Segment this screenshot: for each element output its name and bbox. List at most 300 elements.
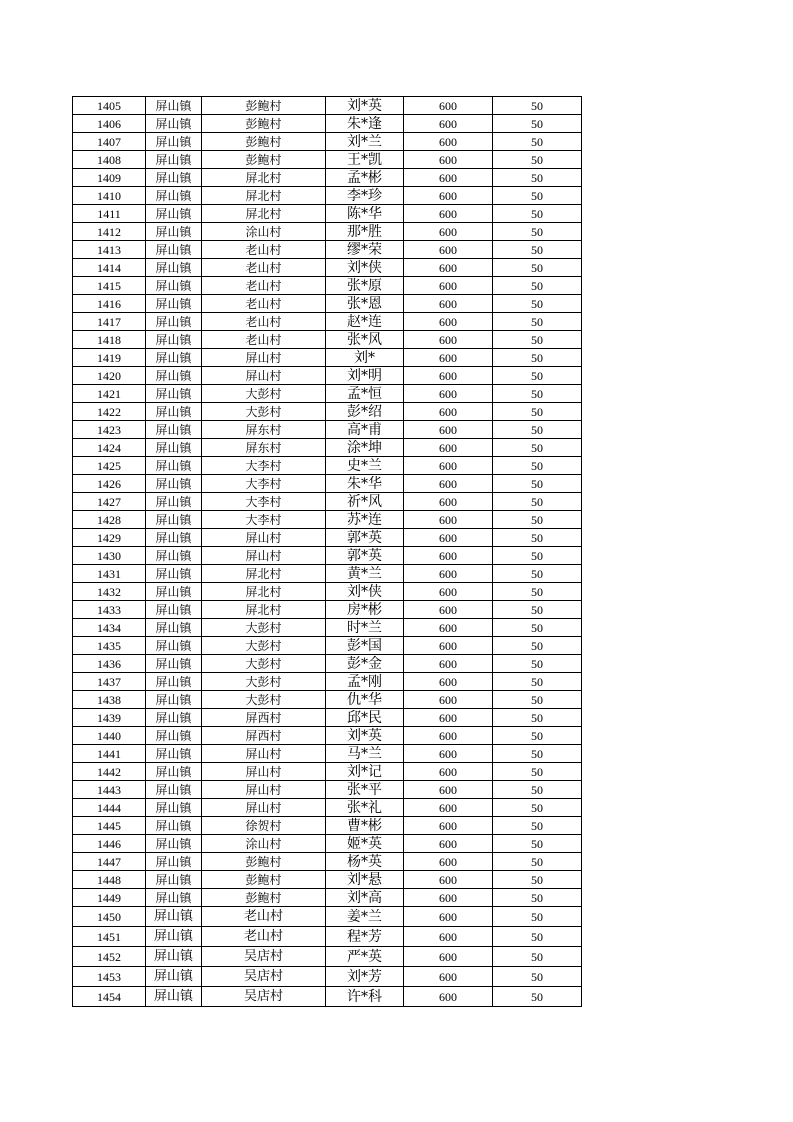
row-number-cell: 1423 [73, 421, 146, 439]
subsidy-cell: 50 [493, 727, 582, 745]
name-cell: 郭*英 [326, 547, 404, 565]
town-cell: 屏山镇 [146, 133, 202, 151]
town-cell: 屏山镇 [146, 97, 202, 115]
village-cell: 屏山村 [202, 745, 326, 763]
subsidy-cell: 50 [493, 277, 582, 295]
name-cell: 邱*民 [326, 709, 404, 727]
village-cell: 屏山村 [202, 781, 326, 799]
amount-cell: 600 [404, 799, 493, 817]
village-cell: 屏山村 [202, 547, 326, 565]
row-number-cell: 1406 [73, 115, 146, 133]
amount-cell: 600 [404, 313, 493, 331]
amount-cell: 600 [404, 583, 493, 601]
amount-cell: 600 [404, 987, 493, 1007]
table-row [73, 277, 582, 295]
amount-cell: 600 [404, 349, 493, 367]
subsidy-cell: 50 [493, 367, 582, 385]
village-cell: 屏北村 [202, 601, 326, 619]
name-cell: 祈*风 [326, 493, 404, 511]
town-cell: 屏山镇 [146, 799, 202, 817]
subsidy-cell: 50 [493, 223, 582, 241]
table-row [73, 511, 582, 529]
row-number-cell: 1436 [73, 655, 146, 673]
town-cell: 屏山镇 [146, 277, 202, 295]
name-cell: 杨*英 [326, 853, 404, 871]
table-row [73, 169, 582, 187]
table-row [73, 709, 582, 727]
town-cell: 屏山镇 [146, 493, 202, 511]
table-row [73, 385, 582, 403]
table-row [73, 853, 582, 871]
amount-cell: 600 [404, 421, 493, 439]
town-cell: 屏山镇 [146, 241, 202, 259]
table-row [73, 947, 582, 967]
village-cell: 老山村 [202, 241, 326, 259]
amount-cell: 600 [404, 967, 493, 987]
row-number-cell: 1408 [73, 151, 146, 169]
subsidy-cell: 50 [493, 241, 582, 259]
amount-cell: 600 [404, 259, 493, 277]
village-cell: 屏北村 [202, 583, 326, 601]
name-cell: 张*礼 [326, 799, 404, 817]
subsidy-cell: 50 [493, 151, 582, 169]
amount-cell: 600 [404, 745, 493, 763]
amount-cell: 600 [404, 223, 493, 241]
village-cell: 大李村 [202, 475, 326, 493]
amount-cell: 600 [404, 763, 493, 781]
subsidy-cell: 50 [493, 817, 582, 835]
town-cell: 屏山镇 [146, 565, 202, 583]
table-row [73, 133, 582, 151]
town-cell: 屏山镇 [146, 169, 202, 187]
subsidy-cell: 50 [493, 547, 582, 565]
subsidy-cell: 50 [493, 115, 582, 133]
village-cell: 老山村 [202, 927, 326, 947]
town-cell: 屏山镇 [146, 637, 202, 655]
subsidy-cell: 50 [493, 205, 582, 223]
name-cell: 刘*记 [326, 763, 404, 781]
name-cell: 刘*侠 [326, 583, 404, 601]
village-cell: 老山村 [202, 907, 326, 927]
amount-cell: 600 [404, 871, 493, 889]
row-number-cell: 1426 [73, 475, 146, 493]
row-number-cell: 1431 [73, 565, 146, 583]
table-row [73, 367, 582, 385]
row-number-cell: 1454 [73, 987, 146, 1007]
row-number-cell: 1416 [73, 295, 146, 313]
town-cell: 屏山镇 [146, 187, 202, 205]
village-cell: 徐贺村 [202, 817, 326, 835]
row-number-cell: 1451 [73, 927, 146, 947]
subsidy-cell: 50 [493, 313, 582, 331]
village-cell: 老山村 [202, 277, 326, 295]
village-cell: 屏东村 [202, 421, 326, 439]
name-cell: 刘*英 [326, 727, 404, 745]
village-cell: 大李村 [202, 511, 326, 529]
row-number-cell: 1442 [73, 763, 146, 781]
village-cell: 彭鲍村 [202, 871, 326, 889]
amount-cell: 600 [404, 493, 493, 511]
town-cell: 屏山镇 [146, 529, 202, 547]
row-number-cell: 1447 [73, 853, 146, 871]
village-cell: 屏山村 [202, 367, 326, 385]
subsidy-cell: 50 [493, 709, 582, 727]
table-row [73, 457, 582, 475]
row-number-cell: 1411 [73, 205, 146, 223]
name-cell: 仇*华 [326, 691, 404, 709]
town-cell: 屏山镇 [146, 871, 202, 889]
village-cell: 吴店村 [202, 947, 326, 967]
village-cell: 大彭村 [202, 637, 326, 655]
table-row [73, 349, 582, 367]
subsidy-cell: 50 [493, 907, 582, 927]
row-number-cell: 1430 [73, 547, 146, 565]
name-cell: 姬*英 [326, 835, 404, 853]
name-cell: 姜*兰 [326, 907, 404, 927]
row-number-cell: 1421 [73, 385, 146, 403]
row-number-cell: 1405 [73, 97, 146, 115]
town-cell: 屏山镇 [146, 967, 202, 987]
amount-cell: 600 [404, 169, 493, 187]
subsidy-cell: 50 [493, 331, 582, 349]
name-cell: 彭*金 [326, 655, 404, 673]
town-cell: 屏山镇 [146, 781, 202, 799]
subsidy-cell: 50 [493, 927, 582, 947]
roster-table [72, 96, 582, 1007]
name-cell: 朱*华 [326, 475, 404, 493]
table-row [73, 331, 582, 349]
name-cell: 高*甫 [326, 421, 404, 439]
row-number-cell: 1432 [73, 583, 146, 601]
row-number-cell: 1440 [73, 727, 146, 745]
amount-cell: 600 [404, 927, 493, 947]
name-cell: 朱*逢 [326, 115, 404, 133]
village-cell: 吴店村 [202, 987, 326, 1007]
row-number-cell: 1427 [73, 493, 146, 511]
table-row [73, 889, 582, 907]
town-cell: 屏山镇 [146, 927, 202, 947]
table-row [73, 547, 582, 565]
village-cell: 大彭村 [202, 385, 326, 403]
row-number-cell: 1419 [73, 349, 146, 367]
village-cell: 彭鲍村 [202, 133, 326, 151]
table-row [73, 295, 582, 313]
row-number-cell: 1435 [73, 637, 146, 655]
table-row [73, 619, 582, 637]
amount-cell: 600 [404, 601, 493, 619]
village-cell: 大彭村 [202, 691, 326, 709]
amount-cell: 600 [404, 385, 493, 403]
row-number-cell: 1424 [73, 439, 146, 457]
table-row [73, 763, 582, 781]
subsidy-cell: 50 [493, 987, 582, 1007]
town-cell: 屏山镇 [146, 259, 202, 277]
village-cell: 吴店村 [202, 967, 326, 987]
name-cell: 刘*悬 [326, 871, 404, 889]
table-row [73, 403, 582, 421]
row-number-cell: 1444 [73, 799, 146, 817]
amount-cell: 600 [404, 673, 493, 691]
amount-cell: 600 [404, 655, 493, 673]
subsidy-cell: 50 [493, 475, 582, 493]
row-number-cell: 1448 [73, 871, 146, 889]
amount-cell: 600 [404, 241, 493, 259]
amount-cell: 600 [404, 187, 493, 205]
town-cell: 屏山镇 [146, 691, 202, 709]
village-cell: 屏北村 [202, 169, 326, 187]
subsidy-cell: 50 [493, 295, 582, 313]
subsidy-cell: 50 [493, 853, 582, 871]
amount-cell: 600 [404, 367, 493, 385]
subsidy-cell: 50 [493, 565, 582, 583]
town-cell: 屏山镇 [146, 295, 202, 313]
town-cell: 屏山镇 [146, 115, 202, 133]
name-cell: 那*胜 [326, 223, 404, 241]
amount-cell: 600 [404, 295, 493, 313]
amount-cell: 600 [404, 403, 493, 421]
village-cell: 涂山村 [202, 835, 326, 853]
village-cell: 大李村 [202, 493, 326, 511]
town-cell: 屏山镇 [146, 349, 202, 367]
town-cell: 屏山镇 [146, 987, 202, 1007]
village-cell: 屏北村 [202, 205, 326, 223]
name-cell: 缪*荣 [326, 241, 404, 259]
village-cell: 彭鲍村 [202, 151, 326, 169]
subsidy-cell: 50 [493, 439, 582, 457]
subsidy-cell: 50 [493, 583, 582, 601]
row-number-cell: 1417 [73, 313, 146, 331]
amount-cell: 600 [404, 547, 493, 565]
name-cell: 严*英 [326, 947, 404, 967]
amount-cell: 600 [404, 889, 493, 907]
village-cell: 屏西村 [202, 709, 326, 727]
table-row [73, 241, 582, 259]
name-cell: 张*恩 [326, 295, 404, 313]
name-cell: 王*凯 [326, 151, 404, 169]
row-number-cell: 1450 [73, 907, 146, 927]
table-row [73, 151, 582, 169]
village-cell: 屏东村 [202, 439, 326, 457]
row-number-cell: 1449 [73, 889, 146, 907]
name-cell: 孟*刚 [326, 673, 404, 691]
name-cell: 张*原 [326, 277, 404, 295]
table-row [73, 927, 582, 947]
name-cell: 彭*绍 [326, 403, 404, 421]
row-number-cell: 1446 [73, 835, 146, 853]
name-cell: 刘*兰 [326, 133, 404, 151]
village-cell: 涂山村 [202, 223, 326, 241]
name-cell: 刘*英 [326, 97, 404, 115]
row-number-cell: 1407 [73, 133, 146, 151]
village-cell: 屏山村 [202, 349, 326, 367]
row-number-cell: 1413 [73, 241, 146, 259]
row-number-cell: 1434 [73, 619, 146, 637]
town-cell: 屏山镇 [146, 385, 202, 403]
village-cell: 大彭村 [202, 403, 326, 421]
table-row [73, 475, 582, 493]
village-cell: 老山村 [202, 259, 326, 277]
subsidy-cell: 50 [493, 421, 582, 439]
amount-cell: 600 [404, 907, 493, 927]
table-row [73, 601, 582, 619]
table-row [73, 727, 582, 745]
town-cell: 屏山镇 [146, 421, 202, 439]
town-cell: 屏山镇 [146, 151, 202, 169]
town-cell: 屏山镇 [146, 439, 202, 457]
village-cell: 大彭村 [202, 619, 326, 637]
row-number-cell: 1438 [73, 691, 146, 709]
name-cell: 马*兰 [326, 745, 404, 763]
town-cell: 屏山镇 [146, 475, 202, 493]
amount-cell: 600 [404, 947, 493, 967]
town-cell: 屏山镇 [146, 709, 202, 727]
amount-cell: 600 [404, 331, 493, 349]
amount-cell: 600 [404, 691, 493, 709]
table-row [73, 871, 582, 889]
town-cell: 屏山镇 [146, 367, 202, 385]
table-row [73, 187, 582, 205]
subsidy-cell: 50 [493, 259, 582, 277]
town-cell: 屏山镇 [146, 223, 202, 241]
row-number-cell: 1410 [73, 187, 146, 205]
row-number-cell: 1414 [73, 259, 146, 277]
table-row [73, 493, 582, 511]
table-row [73, 799, 582, 817]
row-number-cell: 1429 [73, 529, 146, 547]
name-cell: 涂*坤 [326, 439, 404, 457]
subsidy-cell: 50 [493, 871, 582, 889]
name-cell: 刘*明 [326, 367, 404, 385]
subsidy-cell: 50 [493, 133, 582, 151]
subsidy-cell: 50 [493, 529, 582, 547]
name-cell: 刘*高 [326, 889, 404, 907]
subsidy-cell: 50 [493, 889, 582, 907]
name-cell: 赵*连 [326, 313, 404, 331]
name-cell: 孟*恒 [326, 385, 404, 403]
amount-cell: 600 [404, 637, 493, 655]
amount-cell: 600 [404, 133, 493, 151]
table-row [73, 673, 582, 691]
table-row [73, 115, 582, 133]
subsidy-cell: 50 [493, 947, 582, 967]
town-cell: 屏山镇 [146, 889, 202, 907]
village-cell: 屏山村 [202, 763, 326, 781]
subsidy-cell: 50 [493, 403, 582, 421]
subsidy-cell: 50 [493, 781, 582, 799]
table-row [73, 439, 582, 457]
town-cell: 屏山镇 [146, 727, 202, 745]
table-row [73, 967, 582, 987]
subsidy-cell: 50 [493, 799, 582, 817]
village-cell: 大彭村 [202, 673, 326, 691]
table-row [73, 835, 582, 853]
subsidy-cell: 50 [493, 493, 582, 511]
table-row [73, 745, 582, 763]
subsidy-cell: 50 [493, 349, 582, 367]
town-cell: 屏山镇 [146, 907, 202, 927]
name-cell: 刘*侠 [326, 259, 404, 277]
subsidy-cell: 50 [493, 169, 582, 187]
table-row [73, 97, 582, 115]
amount-cell: 600 [404, 475, 493, 493]
town-cell: 屏山镇 [146, 853, 202, 871]
row-number-cell: 1425 [73, 457, 146, 475]
amount-cell: 600 [404, 529, 493, 547]
row-number-cell: 1443 [73, 781, 146, 799]
row-number-cell: 1452 [73, 947, 146, 967]
table-row [73, 781, 582, 799]
table-row [73, 987, 582, 1007]
subsidy-cell: 50 [493, 967, 582, 987]
subsidy-cell: 50 [493, 97, 582, 115]
amount-cell: 600 [404, 835, 493, 853]
name-cell: 刘*芳 [326, 967, 404, 987]
amount-cell: 600 [404, 565, 493, 583]
table-row [73, 655, 582, 673]
amount-cell: 600 [404, 439, 493, 457]
name-cell: 张*风 [326, 331, 404, 349]
amount-cell: 600 [404, 817, 493, 835]
row-number-cell: 1453 [73, 967, 146, 987]
village-cell: 屏西村 [202, 727, 326, 745]
village-cell: 屏北村 [202, 187, 326, 205]
name-cell: 孟*彬 [326, 169, 404, 187]
row-number-cell: 1415 [73, 277, 146, 295]
row-number-cell: 1412 [73, 223, 146, 241]
village-cell: 屏山村 [202, 529, 326, 547]
name-cell: 房*彬 [326, 601, 404, 619]
subsidy-cell: 50 [493, 601, 582, 619]
row-number-cell: 1418 [73, 331, 146, 349]
village-cell: 彭鲍村 [202, 889, 326, 907]
table-row [73, 313, 582, 331]
town-cell: 屏山镇 [146, 547, 202, 565]
table-row [73, 637, 582, 655]
village-cell: 彭鲍村 [202, 115, 326, 133]
village-cell: 屏北村 [202, 565, 326, 583]
subsidy-cell: 50 [493, 691, 582, 709]
town-cell: 屏山镇 [146, 403, 202, 421]
town-cell: 屏山镇 [146, 619, 202, 637]
village-cell: 老山村 [202, 295, 326, 313]
town-cell: 屏山镇 [146, 655, 202, 673]
amount-cell: 600 [404, 781, 493, 799]
row-number-cell: 1422 [73, 403, 146, 421]
village-cell: 彭鲍村 [202, 853, 326, 871]
name-cell: 黄*兰 [326, 565, 404, 583]
name-cell: 郭*英 [326, 529, 404, 547]
amount-cell: 600 [404, 619, 493, 637]
table-row [73, 529, 582, 547]
amount-cell: 600 [404, 151, 493, 169]
town-cell: 屏山镇 [146, 313, 202, 331]
subsidy-cell: 50 [493, 457, 582, 475]
amount-cell: 600 [404, 853, 493, 871]
table-row [73, 259, 582, 277]
village-cell: 彭鲍村 [202, 97, 326, 115]
table-row [73, 223, 582, 241]
town-cell: 屏山镇 [146, 583, 202, 601]
row-number-cell: 1428 [73, 511, 146, 529]
subsidy-cell: 50 [493, 619, 582, 637]
amount-cell: 600 [404, 205, 493, 223]
name-cell: 时*兰 [326, 619, 404, 637]
name-cell: 苏*连 [326, 511, 404, 529]
town-cell: 屏山镇 [146, 745, 202, 763]
amount-cell: 600 [404, 277, 493, 295]
table-row [73, 907, 582, 927]
town-cell: 屏山镇 [146, 601, 202, 619]
